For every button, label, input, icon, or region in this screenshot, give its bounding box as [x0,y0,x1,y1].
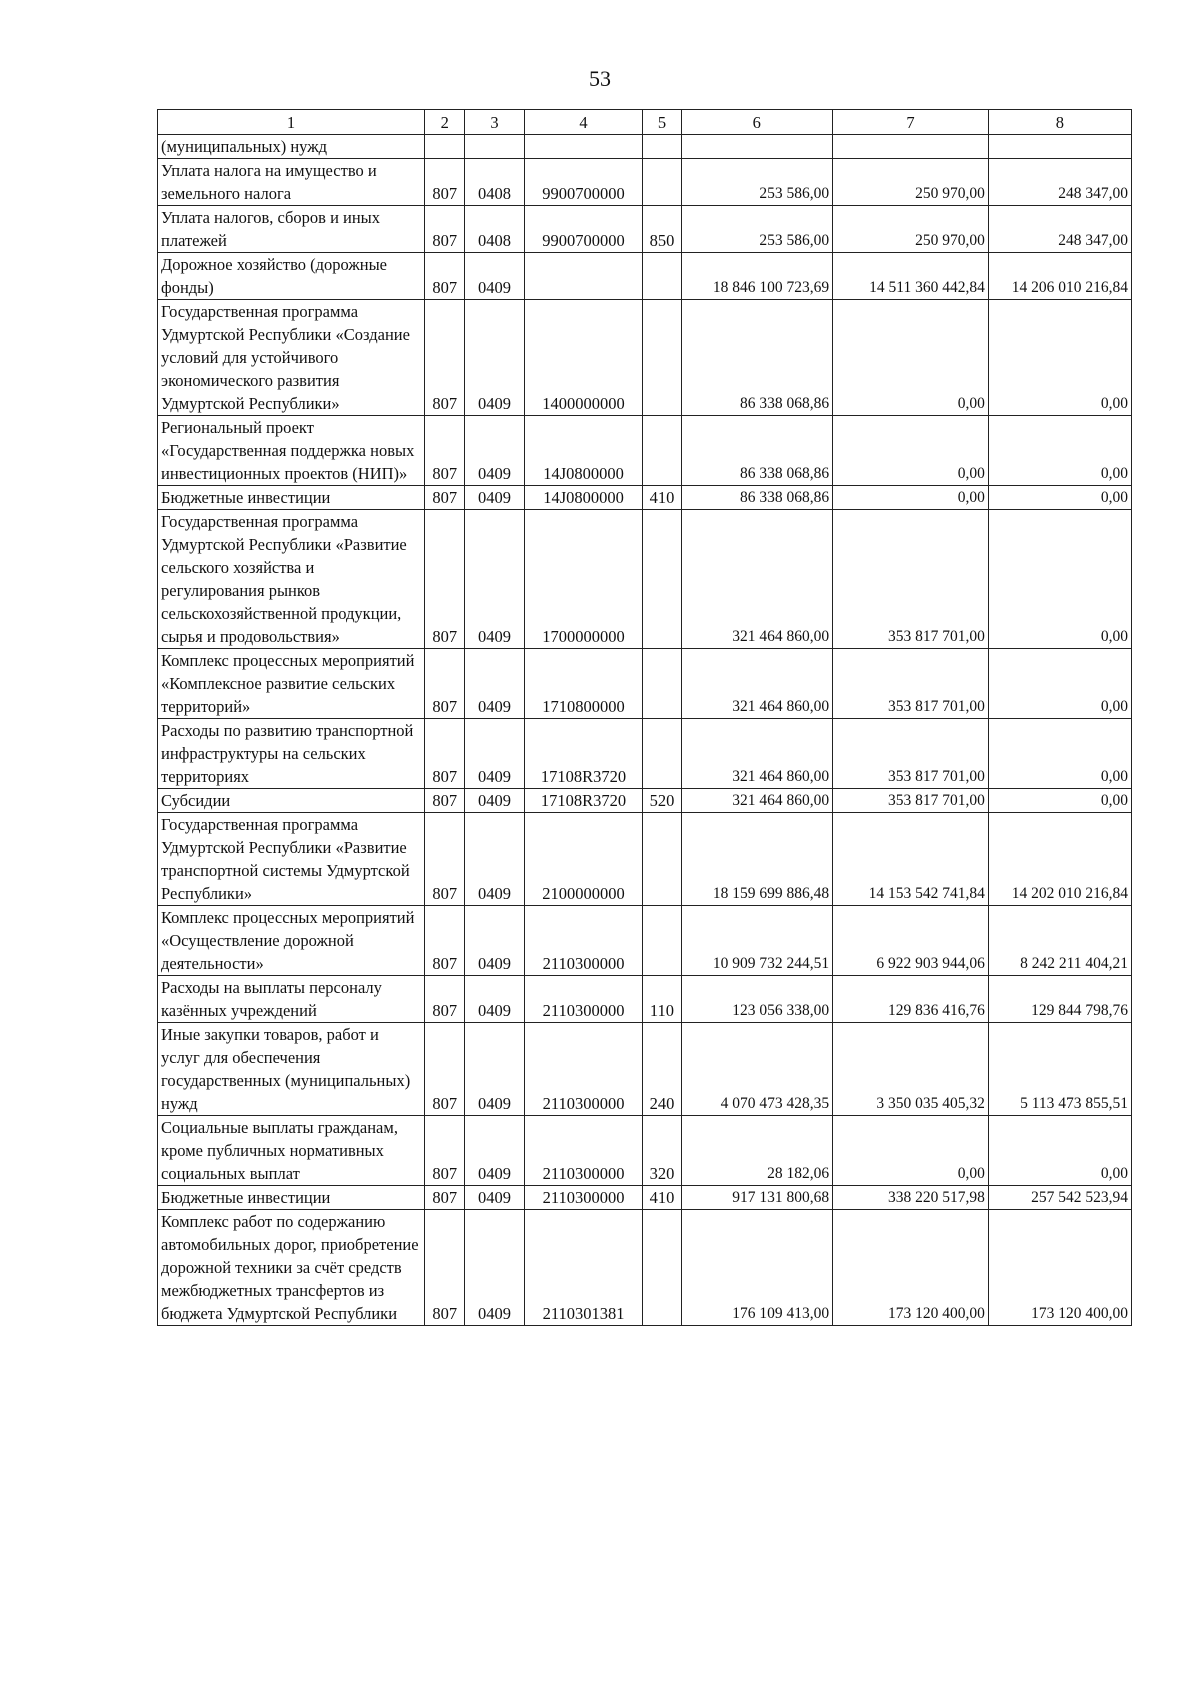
cell-code-ministry: 807 [425,159,465,206]
cell-code-expense-type [643,300,681,416]
cell-code-ministry: 807 [425,416,465,486]
cell-code-section: 0409 [465,1210,524,1326]
cell-code-target: 2100000000 [524,813,643,906]
cell-amount-col6: 86 338 068,86 [681,300,833,416]
cell-code-ministry: 807 [425,719,465,789]
cell-code-ministry: 807 [425,253,465,300]
table-row [158,206,1132,253]
cell-code-section: 0409 [465,906,524,976]
table-row [158,1186,1132,1210]
cell-code-expense-type: 240 [643,1023,681,1116]
cell-amount-col6: 123 056 338,00 [681,976,833,1023]
cell-code-target [524,253,643,300]
cell-code-expense-type [643,416,681,486]
cell-amount-col6: 253 586,00 [681,159,833,206]
cell-code-expense-type [643,813,681,906]
cell-code-ministry: 807 [425,649,465,719]
cell-code-expense-type: 410 [643,1186,681,1210]
cell-code-target: 14J0800000 [524,416,643,486]
table-row [158,789,1132,813]
cell-amount-col7: 0,00 [833,416,989,486]
cell-code-ministry: 807 [425,976,465,1023]
cell-amount-col7: 250 970,00 [833,206,989,253]
cell-amount-col8: 129 844 798,76 [988,976,1131,1023]
cell-amount-col7: 0,00 [833,1116,989,1186]
cell-code-target: 2110300000 [524,1186,643,1210]
cell-code-expense-type: 520 [643,789,681,813]
cell-amount-col6: 18 159 699 886,48 [681,813,833,906]
cell-amount-col6: 10 909 732 244,51 [681,906,833,976]
table-row [158,1023,1132,1116]
table-row [158,719,1132,789]
cell-amount-col8: 0,00 [988,649,1131,719]
cell-code-expense-type [643,719,681,789]
column-header: 1 [158,110,425,135]
cell-amount-col7: 6 922 903 944,06 [833,906,989,976]
cell-code-section: 0409 [465,300,524,416]
cell-code-section: 0408 [465,206,524,253]
cell-code-ministry: 807 [425,1210,465,1326]
table-row [158,510,1132,649]
cell-code-target [524,135,643,159]
table-row [158,300,1132,416]
cell-code-ministry: 807 [425,813,465,906]
cell-amount-col6: 86 338 068,86 [681,486,833,510]
cell-code-ministry: 807 [425,1186,465,1210]
column-header: 6 [681,110,833,135]
cell-code-section: 0408 [465,159,524,206]
cell-amount-col6: 917 131 800,68 [681,1186,833,1210]
cell-amount-col8: 0,00 [988,300,1131,416]
cell-code-expense-type [643,649,681,719]
row-name: Государственная программа Удмуртской Республики «Развитие сельского хозяйства и регулирования рынков сельскохозяйственной продукции, сырья и продовольствия» [158,510,425,649]
cell-code-expense-type [643,135,681,159]
column-header: 7 [833,110,989,135]
cell-amount-col8: 0,00 [988,719,1131,789]
cell-amount-col7: 353 817 701,00 [833,719,989,789]
cell-amount-col7: 250 970,00 [833,159,989,206]
cell-code-expense-type [643,1210,681,1326]
cell-amount-col6: 18 846 100 723,69 [681,253,833,300]
cell-code-target: 9900700000 [524,206,643,253]
row-name: Расходы на выплаты персоналу казённых учреждений [158,976,425,1023]
cell-code-expense-type [643,159,681,206]
cell-code-ministry: 807 [425,300,465,416]
cell-amount-col8: 257 542 523,94 [988,1186,1131,1210]
cell-code-expense-type [643,906,681,976]
cell-amount-col8: 8 242 211 404,21 [988,906,1131,976]
cell-amount-col7: 338 220 517,98 [833,1186,989,1210]
cell-code-target: 2110300000 [524,976,643,1023]
cell-code-section: 0409 [465,416,524,486]
cell-code-ministry: 807 [425,486,465,510]
cell-code-section: 0409 [465,1186,524,1210]
cell-code-expense-type: 110 [643,976,681,1023]
cell-amount-col8: 248 347,00 [988,159,1131,206]
table-row [158,159,1132,206]
cell-code-expense-type: 850 [643,206,681,253]
cell-amount-col6: 253 586,00 [681,206,833,253]
table-row [158,1210,1132,1326]
cell-code-expense-type [643,253,681,300]
cell-amount-col8: 0,00 [988,789,1131,813]
cell-amount-col7: 353 817 701,00 [833,649,989,719]
cell-amount-col7: 0,00 [833,486,989,510]
table-row [158,813,1132,906]
cell-amount-col6: 28 182,06 [681,1116,833,1186]
row-name: Уплата налога на имущество и земельного налога [158,159,425,206]
cell-amount-col6: 176 109 413,00 [681,1210,833,1326]
column-header: 5 [643,110,681,135]
table-row [158,253,1132,300]
cell-amount-col7: 353 817 701,00 [833,510,989,649]
cell-amount-col6 [681,135,833,159]
cell-code-ministry: 807 [425,1023,465,1116]
column-header: 2 [425,110,465,135]
cell-code-target: 17108R3720 [524,789,643,813]
cell-amount-col8: 0,00 [988,510,1131,649]
table-row [158,906,1132,976]
cell-code-section: 0409 [465,813,524,906]
cell-code-ministry: 807 [425,510,465,649]
cell-amount-col8 [988,135,1131,159]
cell-amount-col7: 173 120 400,00 [833,1210,989,1326]
row-name: Комплекс процессных мероприятий «Комплексное развитие сельских территорий» [158,649,425,719]
cell-code-section: 0409 [465,510,524,649]
cell-code-expense-type: 410 [643,486,681,510]
row-name: Государственная программа Удмуртской Республики «Развитие транспортной системы Удмуртской Республики» [158,813,425,906]
cell-amount-col7: 14 153 542 741,84 [833,813,989,906]
row-name: Бюджетные инвестиции [158,1186,425,1210]
cell-code-target: 14J0800000 [524,486,643,510]
table-header-row [158,110,1132,135]
cell-amount-col6: 321 464 860,00 [681,510,833,649]
cell-code-target: 2110300000 [524,906,643,976]
row-name: Иные закупки товаров, работ и услуг для обеспечения государственных (муниципальных) нужд [158,1023,425,1116]
cell-code-ministry: 807 [425,789,465,813]
cell-code-target: 17108R3720 [524,719,643,789]
cell-amount-col8: 5 113 473 855,51 [988,1023,1131,1116]
cell-amount-col7: 3 350 035 405,32 [833,1023,989,1116]
cell-code-ministry: 807 [425,906,465,976]
row-name: Уплата налогов, сборов и иных платежей [158,206,425,253]
budget-table [157,109,1132,1326]
table-row [158,416,1132,486]
cell-code-target: 2110301381 [524,1210,643,1326]
table-row [158,486,1132,510]
cell-code-section: 0409 [465,253,524,300]
cell-code-ministry: 807 [425,206,465,253]
cell-code-section: 0409 [465,789,524,813]
cell-amount-col7: 0,00 [833,300,989,416]
table-row [158,649,1132,719]
cell-amount-col6: 4 070 473 428,35 [681,1023,833,1116]
cell-amount-col8: 0,00 [988,486,1131,510]
cell-amount-col7: 14 511 360 442,84 [833,253,989,300]
cell-code-section: 0409 [465,1023,524,1116]
cell-code-section: 0409 [465,486,524,510]
cell-amount-col8: 14 202 010 216,84 [988,813,1131,906]
cell-code-ministry [425,135,465,159]
row-name: Бюджетные инвестиции [158,486,425,510]
cell-amount-col7 [833,135,989,159]
cell-code-section: 0409 [465,976,524,1023]
cell-amount-col8: 0,00 [988,1116,1131,1186]
row-name: Субсидии [158,789,425,813]
column-header: 4 [524,110,643,135]
cell-amount-col7: 353 817 701,00 [833,789,989,813]
row-name: Региональный проект «Государственная поддержка новых инвестиционных проектов (НИП)» [158,416,425,486]
cell-code-section: 0409 [465,649,524,719]
cell-amount-col8: 14 206 010 216,84 [988,253,1131,300]
cell-code-section: 0409 [465,1116,524,1186]
cell-code-section: 0409 [465,719,524,789]
row-name: Социальные выплаты гражданам, кроме публичных нормативных социальных выплат [158,1116,425,1186]
table-row [158,135,1132,159]
cell-amount-col8: 0,00 [988,416,1131,486]
cell-code-target: 9900700000 [524,159,643,206]
cell-code-section [465,135,524,159]
table-row [158,976,1132,1023]
cell-code-expense-type [643,510,681,649]
cell-code-target: 2110300000 [524,1116,643,1186]
cell-amount-col8: 173 120 400,00 [988,1210,1131,1326]
page-number: 53 [589,66,611,91]
row-name: Дорожное хозяйство (дорожные фонды) [158,253,425,300]
cell-amount-col6: 321 464 860,00 [681,789,833,813]
row-name: Государственная программа Удмуртской Республики «Создание условий для устойчивого экономического развития Удмуртской Республики» [158,300,425,416]
cell-code-target: 2110300000 [524,1023,643,1116]
row-name: Комплекс работ по содержанию автомобильных дорог, приобретение дорожной техники за счёт средств межбюджетных трансфертов из бюджета Удмуртской Республики [158,1210,425,1326]
cell-code-target: 1710800000 [524,649,643,719]
row-name: Комплекс процессных мероприятий «Осуществление дорожной деятельности» [158,906,425,976]
row-name: (муниципальных) нужд [158,135,425,159]
cell-amount-col6: 321 464 860,00 [681,719,833,789]
cell-amount-col8: 248 347,00 [988,206,1131,253]
cell-code-target: 1400000000 [524,300,643,416]
row-name: Расходы по развитию транспортной инфраструктуры на сельских территориях [158,719,425,789]
cell-amount-col6: 321 464 860,00 [681,649,833,719]
column-header: 8 [988,110,1131,135]
cell-amount-col6: 86 338 068,86 [681,416,833,486]
cell-amount-col7: 129 836 416,76 [833,976,989,1023]
cell-code-target: 1700000000 [524,510,643,649]
table-row [158,1116,1132,1186]
cell-code-ministry: 807 [425,1116,465,1186]
cell-code-expense-type: 320 [643,1116,681,1186]
column-header: 3 [465,110,524,135]
